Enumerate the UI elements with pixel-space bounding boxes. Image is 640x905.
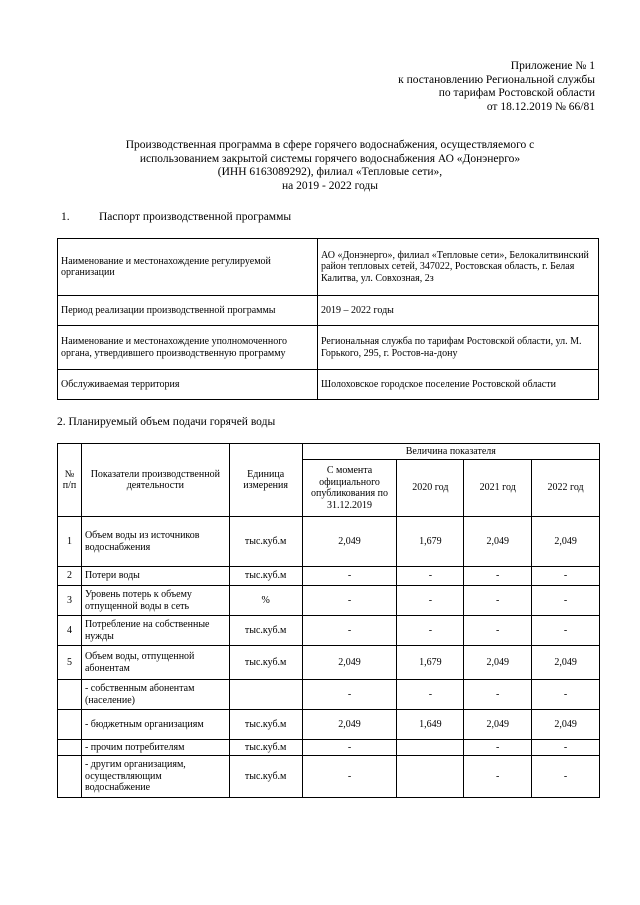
table-row — [58, 586, 600, 616]
header-unit: Единица измерения — [229, 444, 302, 517]
section-2-heading: 2. Планируемый объем подачи горячей воды — [57, 416, 276, 428]
row-value: - — [302, 567, 397, 586]
row-value: 1,679 — [397, 517, 464, 567]
row-value: 1,679 — [397, 646, 464, 680]
row-value: 2,049 — [302, 646, 397, 680]
table-row — [58, 680, 600, 710]
row-value: - — [302, 616, 397, 646]
row-label: - другим организациям, осуществляющим водоснабжение — [81, 756, 229, 798]
row-value: 2,049 — [532, 517, 600, 567]
section-number: 1. — [61, 211, 70, 223]
header-value-group: Величина показателя — [302, 444, 599, 460]
appendix-line: от 18.12.2019 № 66/81 — [486, 100, 595, 113]
row-unit: тыс.куб.м — [229, 740, 302, 756]
table-row — [58, 517, 600, 567]
passport-label: Период реализации производственной программы — [58, 296, 318, 326]
row-num: 3 — [58, 586, 82, 616]
table-row — [58, 239, 599, 296]
table-row — [58, 326, 599, 370]
table-row — [58, 616, 600, 646]
passport-table — [57, 238, 599, 400]
header-col-2020: 2020 год — [397, 460, 464, 517]
row-label: Потребление на собственные нужды — [81, 616, 229, 646]
row-value: 2,049 — [532, 710, 600, 740]
row-value — [397, 740, 464, 756]
passport-value: 2019 – 2022 годы — [318, 296, 599, 326]
row-value: - — [464, 680, 532, 710]
row-value: 2,049 — [464, 517, 532, 567]
passport-label: Наименование и местонахождение уполномоченного органа, утвердившего производственную программу — [58, 326, 318, 370]
row-unit: тыс.куб.м — [229, 567, 302, 586]
table-row — [58, 756, 600, 798]
row-value: - — [397, 586, 464, 616]
passport-label: Обслуживаемая территория — [58, 370, 318, 400]
row-label: Потери воды — [81, 567, 229, 586]
row-value: - — [302, 586, 397, 616]
title-line: (ИНН 6163089292), филиал «Тепловые сети», — [217, 166, 443, 178]
row-unit: тыс.куб.м — [229, 710, 302, 740]
row-value: - — [397, 616, 464, 646]
title-line: использованием закрытой системы горячего водоснабжения АО «Донэнерго» — [139, 152, 521, 165]
row-value: - — [464, 567, 532, 586]
row-value: 2,049 — [464, 710, 532, 740]
volume-table — [57, 443, 600, 798]
header-num: № п/п — [58, 444, 82, 517]
appendix-header — [398, 60, 595, 114]
title-line: Производственная программа в сфере горячего водоснабжения, осуществляемого с — [125, 139, 535, 151]
row-unit: тыс.куб.м — [229, 756, 302, 798]
row-value: - — [532, 680, 600, 710]
row-value: 2,049 — [464, 646, 532, 680]
row-label: Объем воды из источников водоснабжения — [81, 517, 229, 567]
header-col-2022: 2022 год — [532, 460, 600, 517]
table-row — [58, 370, 599, 400]
row-label: - прочим потребителям — [81, 740, 229, 756]
row-num — [58, 710, 82, 740]
row-value: - — [464, 586, 532, 616]
header-row — [58, 444, 600, 460]
row-value: - — [397, 680, 464, 710]
row-num: 5 — [58, 646, 82, 680]
header-col-2021: 2021 год — [464, 460, 532, 517]
row-num: 2 — [58, 567, 82, 586]
row-value: - — [464, 740, 532, 756]
row-unit: % — [229, 586, 302, 616]
header-col-publication: С момента официального опубликования по 31.12.2019 — [302, 460, 397, 517]
section-title: Паспорт производственной программы — [99, 211, 292, 223]
row-value: 2,049 — [532, 646, 600, 680]
row-value: - — [397, 567, 464, 586]
appendix-line: к постановлению Региональной службы — [398, 73, 595, 86]
row-value: 1,649 — [397, 710, 464, 740]
row-num — [58, 740, 82, 756]
row-value — [397, 756, 464, 798]
row-label: Уровень потерь к объему отпущенной воды в сеть — [81, 586, 229, 616]
row-unit: тыс.куб.м — [229, 616, 302, 646]
row-unit — [229, 680, 302, 710]
row-value: 2,049 — [302, 710, 397, 740]
row-label: - собственным абонентам (население) — [81, 680, 229, 710]
appendix-line: по тарифам Ростовской области — [438, 87, 595, 99]
row-num — [58, 756, 82, 798]
row-value: - — [302, 740, 397, 756]
document-title — [60, 139, 600, 193]
title-line: на 2019 - 2022 годы — [281, 179, 378, 192]
row-value: - — [532, 740, 600, 756]
passport-value: АО «Донэнерго», филиал «Тепловые сети», Белокалитвинский район тепловых сетей, 347022, Ростовская область, г. Белая Калитва, ул. Совхозная, 2з — [318, 239, 599, 296]
table-row — [58, 646, 600, 680]
row-value: - — [532, 616, 600, 646]
row-label: Объем воды, отпущенной абонентам — [81, 646, 229, 680]
row-value: - — [532, 586, 600, 616]
row-value: - — [302, 756, 397, 798]
row-value: - — [532, 756, 600, 798]
table-row — [58, 740, 600, 756]
row-num: 1 — [58, 517, 82, 567]
row-unit: тыс.куб.м — [229, 517, 302, 567]
row-num: 4 — [58, 616, 82, 646]
passport-value: Шолоховское городское поселение Ростовской области — [318, 370, 599, 400]
table-row — [58, 296, 599, 326]
row-num — [58, 680, 82, 710]
section-1-heading — [61, 211, 291, 223]
passport-value: Региональная служба по тарифам Ростовской области, ул. М. Горького, 295, г. Ростов-на-дону — [318, 326, 599, 370]
row-unit: тыс.куб.м — [229, 646, 302, 680]
appendix-line: Приложение № 1 — [510, 60, 595, 72]
row-value: - — [464, 616, 532, 646]
row-label: - бюджетным организациям — [81, 710, 229, 740]
passport-label: Наименование и местонахождение регулируемой организации — [58, 239, 318, 296]
table-row — [58, 710, 600, 740]
table-row — [58, 567, 600, 586]
row-value: - — [302, 680, 397, 710]
row-value: - — [464, 756, 532, 798]
row-value: - — [532, 567, 600, 586]
header-indicator: Показатели производственной деятельности — [81, 444, 229, 517]
row-value: 2,049 — [302, 517, 397, 567]
